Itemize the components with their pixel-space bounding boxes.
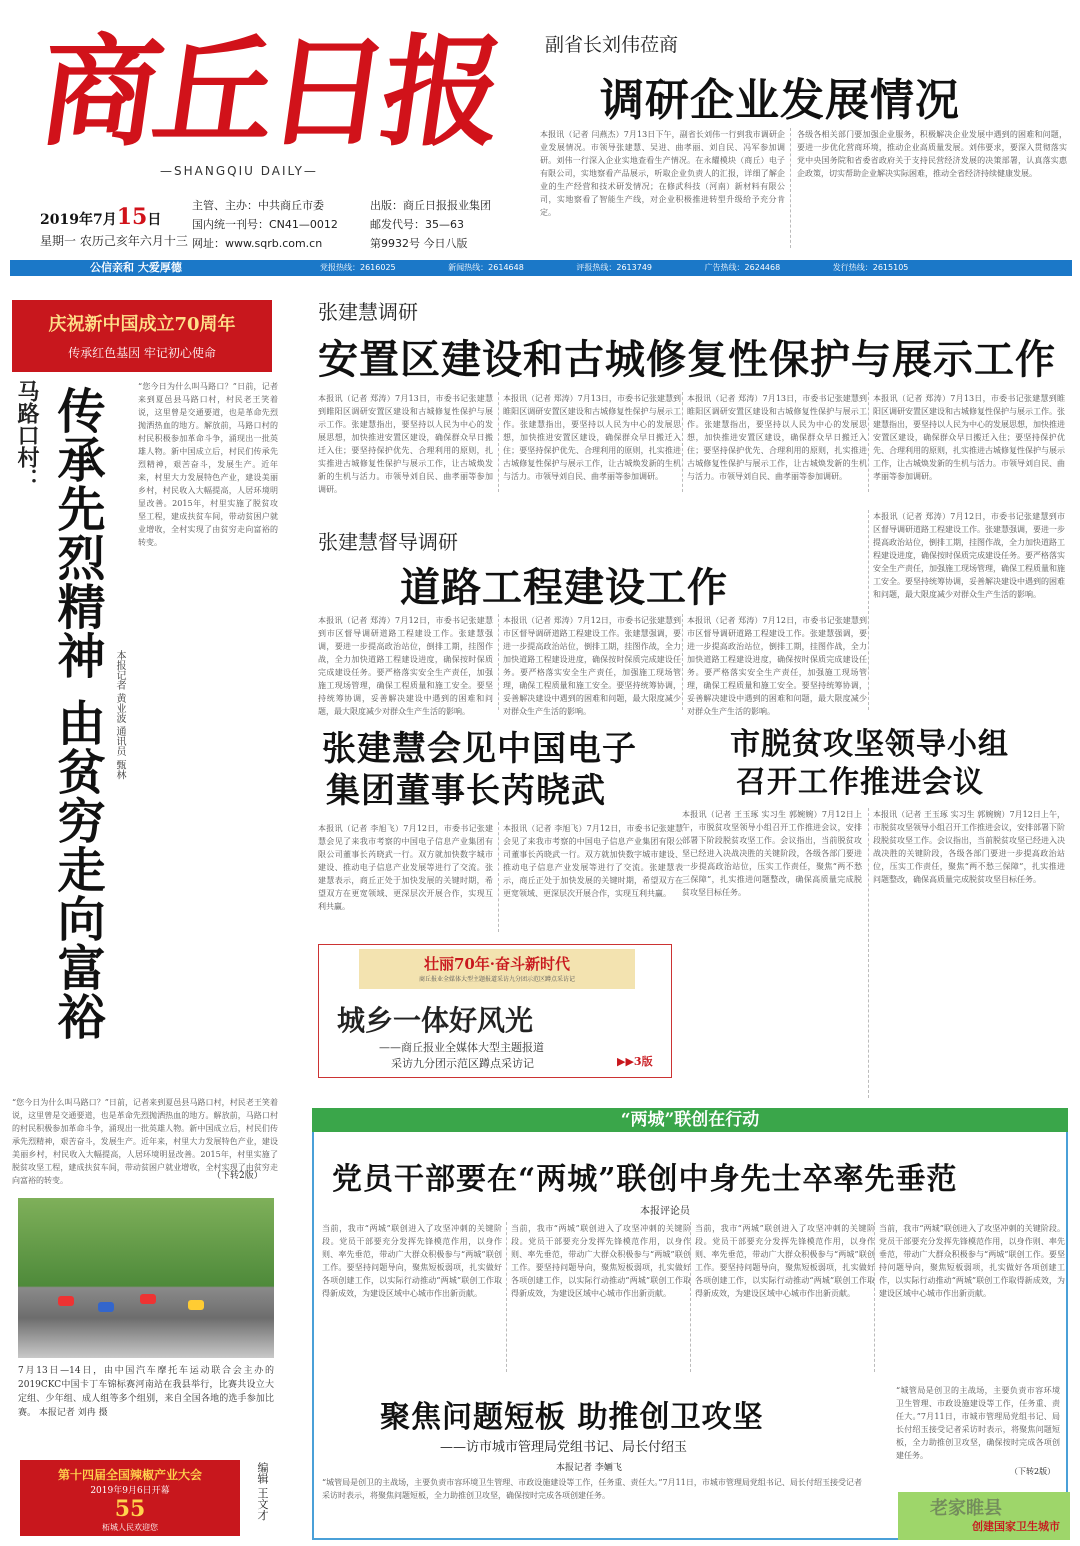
ad-line3: 55 [114,1496,146,1522]
karting-photo [18,1198,274,1358]
story5-headline-line1: 市脱贫攻坚领导小组 [730,727,1009,762]
top-story-body-2: 各级各相关部门要加强企业服务，积极解决企业发展中遇到的困难和问题，要进一步优化营商环境，推动企业高质量发展。刘伟要求，要深入贯彻落实党中央国务院和省委省政府关于支持民营经济发展的决策部署，认真落实惠企政策，切实帮助企业解决实际困难，推动全省经济持续健康发展。 [790,128,1067,248]
publisher-info [192,196,338,253]
campaign-sub-headline: 聚焦问题短板 助推创卫攻坚 [380,1400,764,1435]
hotline-ads: 广告热线：2624468 [704,263,781,272]
weekday-line: 星期一 农历己亥年六月十三 [40,234,188,248]
ad-line2: 2019年9月6日开幕 [90,1486,170,1496]
campaign-body-1: 当前，我市“两城”联创进入了攻坚冲刺的关键阶段。党员干部要充分发挥先锋模范作用，以身作则、率先垂范，带动广大群众积极参与“两城”联创工作。要坚持问题导向，聚焦短板弱项，扎实做好各项创建工作，以实际行动推动“两城”联创工作取得新成效，为建设区域中心城市作出新贡献。 [322,1224,502,1298]
left-feature-body-2: “您今日为什么叫马路口？”日前，记者来到夏邑县马路口村，村民老王笑着说，这里曾是交通要道，也是革命先烈抛洒热血的地方。解放前，马路口村的村民积极参加革命斗争，涌现出一批英雄人物。新中国成立后，村民们传承先烈精神，艰苦奋斗，发展生产。近年来，村里大力发展特色产业，建设美丽乡村，村民收入大幅提高，人居环境明显改善。2015年，村里实施了脱贫攻坚工程，建成扶贫车间，带动贫困户就业增收，全村实现了由贫穷走向富裕的转变。 [12,1098,278,1185]
story2-kicker: 张建慧调研 [318,300,418,324]
editor-credit: 编辑 王文才 [256,1462,269,1521]
publisher-info-2 [370,196,491,253]
kart-3 [140,1294,156,1304]
kart-4 [188,1300,204,1310]
story4-headline-line1: 张建慧会见中国电子 [322,729,637,769]
publisher-label: 主管、主办：中共商丘市委 [192,199,324,212]
story3-body-2: 本报讯（记者 郑涛）7月12日，市委书记张建慧到市区督导调研道路工程建设工作。张建慧强调，要进一步提高政治站位，倒排工期，挂图作战，全力加快道路工程建设进度，确保按时保质完成建设任务。要严格落实安全生产责任，加强施工现场管理，确保工程质量和施工安全。要坚持统筹协调，妥善解决建设中遇到的困难和问题，最大限度减少对群众生产生活的影响。 [498,614,681,710]
left-feature-continued: （下转2版） [212,1171,263,1181]
campaign-body-2: 当前，我市“两城”联创进入了攻坚冲刺的关键阶段。党员干部要充分发挥先锋模范作用，以身作则、率先垂范，带动广大群众积极参与“两城”联创工作。要坚持问题导向，聚焦短板弱项，扎实做好各项创建工作，以实际行动推动“两城”联创工作取得新成效，为建设区域中心城市作出新贡献。 [506,1222,691,1372]
date-suffix: 日 [147,212,162,228]
kart-2 [98,1302,114,1312]
story2-body-1: 本报讯（记者 郑涛）7月13日，市委书记张建慧到睢阳区调研安置区建设和古城修复性保护与展示工作。张建慧指出，要坚持以人民为中心的发展思想，加快推进安置区建设，确保群众早日搬迁入住；要坚持保护优先、合理利用的原则，扎实推进古城修复性保护与展示工作，让古城焕发新的生机与活力。市领导刘自民、曲孝丽等参加调研。 [318,394,493,494]
campaign-sub-body: “城管局是创卫的主战场，主要负责市容环境卫生管理、市政设施建设等工作，任务重、责任大。”7月11日，市城市管理局党组书记、局长付绍玉接受记者采访时表示，将聚焦问题短板，全力助推创卫攻坚，确保按时完成各项创建任务。 [322,1478,862,1500]
ad-line1: 第十四届全国辣椒产业大会 [57,1468,202,1482]
hotline-bar [10,260,1072,276]
story5-body-2: 本报讯（记者 王玉琢 实习生 郭婉婉）7月12日上午，市脱贫攻坚领导小组召开工作推进会议，安排部署下阶段脱贫攻坚工作。会议指出，当前脱贫攻坚已经进入决战决胜的关键阶段，各级各部门要进一步提高政治站位，压实工作责任，聚焦“两不愁三保障”，扎实推进问题整改，确保高质量完成脱贫攻坚目标任务。 [868,808,1065,1098]
story3-body-1: 本报讯（记者 郑涛）7月12日，市委书记张建慧到市区督导调研道路工程建设工作。张建慧强调，要进一步提高政治站位，倒排工期，挂图作战，全力加快道路工程建设进度，确保按时保质完成建设任务。要严格落实安全生产责任，加强施工现场管理，确保工程质量和施工安全。要坚持统筹协调，妥善解决建设中遇到的困难和问题，最大限度减少对群众生产生活的影响。 [318,616,493,716]
website-link[interactable]: 网址：www.sqrb.com.cn [192,237,323,250]
left-feature-kicker: 马路口村： [14,380,40,490]
campaign-sub-byline: 本报记者 李婳飞 [556,1463,622,1473]
top-story-headline: 调研企业发展情况 [600,75,960,126]
anniversary-title: 庆祝新中国成立70周年 [48,314,236,335]
chili-conference-ad[interactable] [20,1460,240,1536]
hotline-distribution: 发行热线：2615105 [832,263,909,272]
cn-number: 国内统一刊号：CN41—0012 [192,218,338,231]
story3-body-3: 本报讯（记者 郑涛）7月12日，市委书记张建慧到市区督导调研道路工程建设工作。张建慧强调，要进一步提高政治站位，倒排工期，挂图作战，全力加快道路工程建设进度，确保按时保质完成建设任务。要严格落实安全生产责任，加强施工现场管理，确保工程质量和施工安全。要坚持统筹协调，妥善解决建设中遇到的困难和问题，最大限度减少对群众生产生活的影响。 [682,614,867,710]
left-feature-byline: 本报记者 黄业波 通讯员 甄林 [114,650,125,780]
date-prefix: 2019年7月 [40,212,117,228]
top-story-kicker: 副省长刘伟莅商 [545,34,679,56]
promo-subtitle: ——商丘报业全媒体大型主题报道 [379,1041,544,1054]
hotline-review: 评报热线：2613749 [576,263,653,272]
campaign-sub-kicker: ——访市城市管理局党组书记、局长付绍玉 [440,1440,688,1455]
issue-number: 第9932号 今日八版 [370,237,468,250]
story5-body-1: 本报讯（记者 王玉琢 实习生 郭婉婉）7月12日上午，市脱贫攻坚领导小组召开工作推进会议，安排部署下阶段脱贫攻坚工作。会议指出，当前脱贫攻坚已经进入决战决胜的关键阶段，各级各部门要进一步提高政治站位，压实工作责任，聚焦“两不愁三保障”，扎实推进问题整改，确保高质量完成脱贫攻坚目标任务。 [682,810,862,897]
promo-box[interactable] [318,944,672,1078]
campaign-tag-bar [312,1108,1068,1132]
clean-city-text: 创建国家卫生城市 [972,1520,1060,1533]
postal-code: 邮发代号：35—63 [370,218,464,231]
issue-date [40,204,161,230]
story4-headline-line2: 集团董事长芮晓武 [326,771,606,811]
campaign-headline: 党员干部要在“两城”联创中身先士卒率先垂范 [332,1162,958,1197]
anniversary-banner [12,300,272,372]
anniversary-subtitle: 传承红色基因 牢记初心使命 [68,346,216,360]
hotline-news: 新闻热线：2614648 [448,263,524,272]
left-feature-headline: 传承先烈精神 由贫穷走向富裕 [49,386,105,1041]
hotlines [320,260,958,276]
promo-title: 城乡一体好风光 [337,1004,534,1037]
story5-headline [730,726,1009,802]
story4-headline [322,728,637,812]
promo-banner-title: 壮丽70年·奋斗新时代 [423,955,571,973]
watermark: 老家睢县 [930,1498,1002,1519]
story3-headline: 道路工程建设工作 [400,564,728,611]
story3-kicker: 张建慧督导调研 [318,530,458,554]
photo-caption: 7月13日—14日，由中国汽车摩托车运动联合会主办的2019CKC中国卡丁车锦标赛河南站在我县举行，比赛共设立大定组、少年组、成人组等多个组别，来自全国各地的选手参加比赛。 本报记者 刘冉 摄 [18,1366,274,1418]
campaign-byline: 本报评论员 [640,1206,690,1217]
campaign-body-3: 当前，我市“两城”联创进入了攻坚冲刺的关键阶段。党员干部要充分发挥先锋模范作用，以身作则、率先垂范，带动广大群众积极参与“两城”联创工作。要坚持问题导向，聚焦短板弱项，扎实做好各项创建工作，以实际行动推动“两城”联创工作取得新成效，为建设区域中心城市作出新贡献。 [690,1222,875,1372]
publisher2: 出版：商丘日报报业集团 [370,199,491,212]
campaign-tag: “两城”联创在行动 [620,1110,760,1130]
story4-body-1: 本报讯（记者 李旭飞）7月12日，市委书记张建慧会见了来我市考察的中国电子信息产业集团有限公司董事长芮晓武一行。双方就加快数字城市建设、推动电子信息产业发展等进行了交流。张建慧表示，商丘正处于加快发展的关键时期，希望双方在更宽领域、更深层次开展合作，实现互利共赢。 [318,824,493,911]
story4-body-2: 本报讯（记者 李旭飞）7月12日，市委书记张建慧会见了来我市考察的中国电子信息产业集团有限公司董事长芮晓武一行。双方就加快数字城市建设、推动电子信息产业发展等进行了交流。张建慧表示，商丘正处于加快发展的关键时期，希望双方在更宽领域、更深层次开展合作，实现互利共赢。 [498,822,683,932]
story3-body-4: 本报讯（记者 郑涛）7月12日，市委书记张建慧到市区督导调研道路工程建设工作。张建慧强调，要进一步提高政治站位，倒排工期，挂图作战，全力加快道路工程建设进度，确保按时保质完成建设任务。要严格落实安全生产责任，加强施工现场管理，确保工程质量和施工安全。要坚持统筹协调，妥善解决建设中遇到的困难和问题，最大限度减少对群众生产生活的影响。 [868,510,1065,710]
story2-headline: 安置区建设和古城修复性保护与展示工作 [318,336,1056,383]
story2-body-2: 本报讯（记者 郑涛）7月13日，市委书记张建慧到睢阳区调研安置区建设和古城修复性保护与展示工作。张建慧指出，要坚持以人民为中心的发展思想，加快推进安置区建设，确保群众早日搬迁入住；要坚持保护优先、合理利用的原则，扎实推进古城修复性保护与展示工作，让古城焕发新的生机与活力。市领导刘自民、曲孝丽等参加调研。 [498,392,681,492]
campaign-sub-continued: （下转2版） [1010,1467,1056,1476]
date-day: 15 [116,204,148,230]
ad-line4: 柘城人民欢迎您 [102,1523,158,1532]
story2-body-3: 本报讯（记者 郑涛）7月13日，市委书记张建慧到睢阳区调研安置区建设和古城修复性保护与展示工作。张建慧指出，要坚持以人民为中心的发展思想，加快推进安置区建设，确保群众早日搬迁入住；要坚持保护优先、合理利用的原则，扎实推进古城修复性保护与展示工作，让古城焕发新的生机与活力。市领导刘自民、曲孝丽等参加调研。 [682,392,867,492]
motto: 公信亲和 大爱厚德 [90,261,182,274]
story5-headline-line2: 召开工作推进会议 [736,765,984,800]
campaign-sub-body-2: “城管局是创卫的主战场，主要负责市容环境卫生管理、市政设施建设等工作，任务重、责任大。”7月11日，市城市管理局党组书记、局长付绍玉接受记者采访时表示，将聚焦问题短板，全力助推创卫攻坚，确保按时完成各项创建任务。 [896,1386,1060,1460]
story2-body-4: 本报讯（记者 郑涛）7月13日，市委书记张建慧到睢阳区调研安置区建设和古城修复性保护与展示工作。张建慧指出，要坚持以人民为中心的发展思想，加快推进安置区建设，确保群众早日搬迁入住；要坚持保护优先、合理利用的原则，扎实推进古城修复性保护与展示工作，让古城焕发新的生机与活力。市领导刘自民、曲孝丽等参加调研。 [868,392,1065,492]
promo-subtitle-2: 采访九分团示范区蹲点采访记 [391,1057,534,1070]
logo-subtitle: —SHANGQIU DAILY— [160,164,318,178]
left-feature-body-1: “您今日为什么叫马路口？”日前，记者来到夏邑县马路口村，村民老王笑着说，这里曾是交通要道，也是革命先烈抛洒热血的地方。解放前，马路口村的村民积极参加革命斗争，涌现出一批英雄人物。新中国成立后，村民们传承先烈精神，艰苦奋斗，发展生产。近年来，村里大力发展特色产业，建设美丽乡村，村民收入大幅提高，人居环境明显改善。2015年，村里实施了脱贫攻坚工程，建成扶贫车间，带动贫困户就业增收，全村实现了由贫穷走向富裕的转变。 [138,382,278,547]
promo-banner [359,949,635,989]
hotline-party: 党报热线：2616025 [320,263,396,272]
top-story-body-1: 本报讯（记者 闫燕杰）7月13日下午，副省长刘伟一行到我市调研企业发展情况。市领导张建慧、吴进、曲孝丽、刘自民、冯军参加调研。刘伟一行深入企业实地查看生产情况。在永耀模块（商丘）电子有限公司，实地察看产品展示，听取企业负责人的汇报，详细了解企业的生产经营和技术研发情况；在修武科技（河南）新材料有限公司，实地察看了智能生产线，对企业积极推进转型升级给予充分肯定。 [540,130,785,217]
newspaper-logo: 商丘日报 [30,22,507,163]
campaign-body-4: 当前，我市“两城”联创进入了攻坚冲刺的关键阶段。党员干部要充分发挥先锋模范作用，以身作则、率先垂范，带动广大群众积极参与“两城”联创工作。要坚持问题导向，聚焦短板弱项，扎实做好各项创建工作，以实际行动推动“两城”联创工作取得新成效，为建设区域中心城市作出新贡献。 [874,1222,1065,1372]
promo-banner-subtitle: 商丘报业全媒体大型主题报道采访九分团示范区蹲点采访记 [418,976,575,983]
promo-page-ref[interactable]: ▶▶3版 [617,1055,653,1068]
kart-1 [58,1296,74,1306]
